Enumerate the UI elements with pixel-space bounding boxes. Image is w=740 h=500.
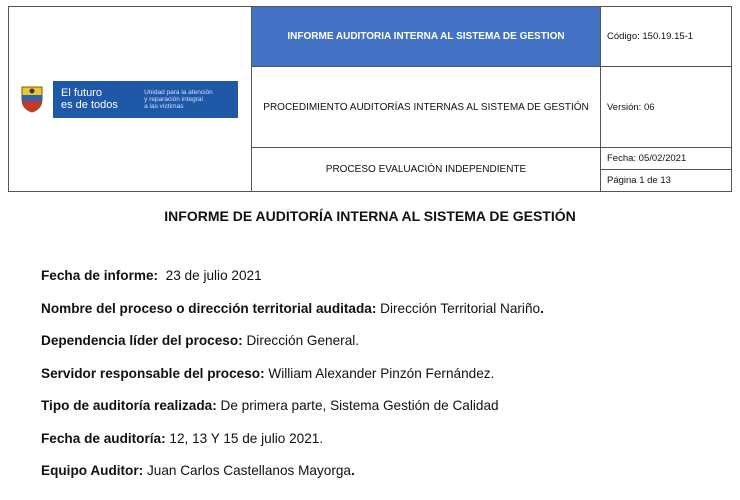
field-label: Fecha de informe: bbox=[41, 268, 159, 283]
logo-banner bbox=[53, 81, 238, 118]
field-value: De primera parte, Sistema Gestión de Calidad bbox=[220, 398, 499, 413]
field-lead-dependency bbox=[41, 333, 731, 366]
logo-unit-3: a las víctimas bbox=[144, 102, 184, 110]
report-title-cell: INFORME AUDITORIA INTERNA AL SISTEMA DE GESTION bbox=[252, 7, 601, 67]
field-value: William Alexander Pinzón Fernández. bbox=[268, 365, 495, 381]
field-label: Equipo Auditor: bbox=[41, 463, 144, 478]
field-audit-team bbox=[41, 463, 731, 496]
field-label: Tipo de auditoría realizada: bbox=[41, 398, 217, 413]
logo-tagline-2: es de todos bbox=[61, 99, 118, 111]
field-report-date bbox=[41, 268, 731, 301]
coat-of-arms-icon bbox=[19, 85, 45, 113]
logo-unit-1: Unidad para la atención bbox=[144, 88, 213, 96]
field-label: Nombre del proceso o dirección territorial auditada: bbox=[41, 300, 377, 316]
field-value: Dirección General. bbox=[246, 333, 360, 348]
field-audit-date bbox=[41, 431, 731, 464]
logo-tagline-1: El futuro bbox=[61, 87, 102, 99]
logo-cell bbox=[9, 7, 252, 192]
field-value: Juan Carlos Castellanos Mayorga bbox=[146, 463, 351, 478]
field-suffix: . bbox=[540, 300, 544, 316]
logo-unit-2: y reparación integral bbox=[144, 95, 203, 103]
field-process-name bbox=[41, 301, 731, 334]
document-title: INFORME DE AUDITORÍA INTERNA AL SISTEMA DE GESTIÓN bbox=[164, 208, 576, 224]
page-number: Página 1 de 13 bbox=[601, 169, 731, 191]
entity-logo bbox=[19, 81, 251, 118]
field-value: Dirección Territorial Nariño bbox=[380, 300, 541, 316]
field-value: 23 de julio 2021 bbox=[165, 268, 262, 283]
field-responsible-servant bbox=[41, 366, 731, 399]
field-suffix: . bbox=[350, 463, 355, 478]
field-label: Dependencia líder del proceso: bbox=[41, 333, 243, 348]
document-version: Versión: 06 bbox=[601, 67, 732, 148]
field-label: Servidor responsable del proceso: bbox=[41, 365, 265, 381]
report-fields bbox=[41, 268, 731, 496]
document-header-table bbox=[8, 6, 732, 192]
field-value: 12, 13 Y 15 de julio 2021. bbox=[169, 430, 324, 446]
process-title-cell: PROCESO EVALUACIÓN INDEPENDIENTE bbox=[252, 148, 601, 192]
document-code: Código: 150.19.15-1 bbox=[601, 7, 732, 67]
field-audit-type bbox=[41, 398, 731, 431]
field-label: Fecha de auditoría: bbox=[41, 430, 166, 446]
document-date: Fecha: 05/02/2021 bbox=[607, 153, 687, 164]
date-page-cell bbox=[601, 148, 732, 192]
procedure-title-cell: PROCEDIMIENTO AUDITORÍAS INTERNAS AL SISTEMA DE GESTIÓN bbox=[252, 67, 601, 148]
